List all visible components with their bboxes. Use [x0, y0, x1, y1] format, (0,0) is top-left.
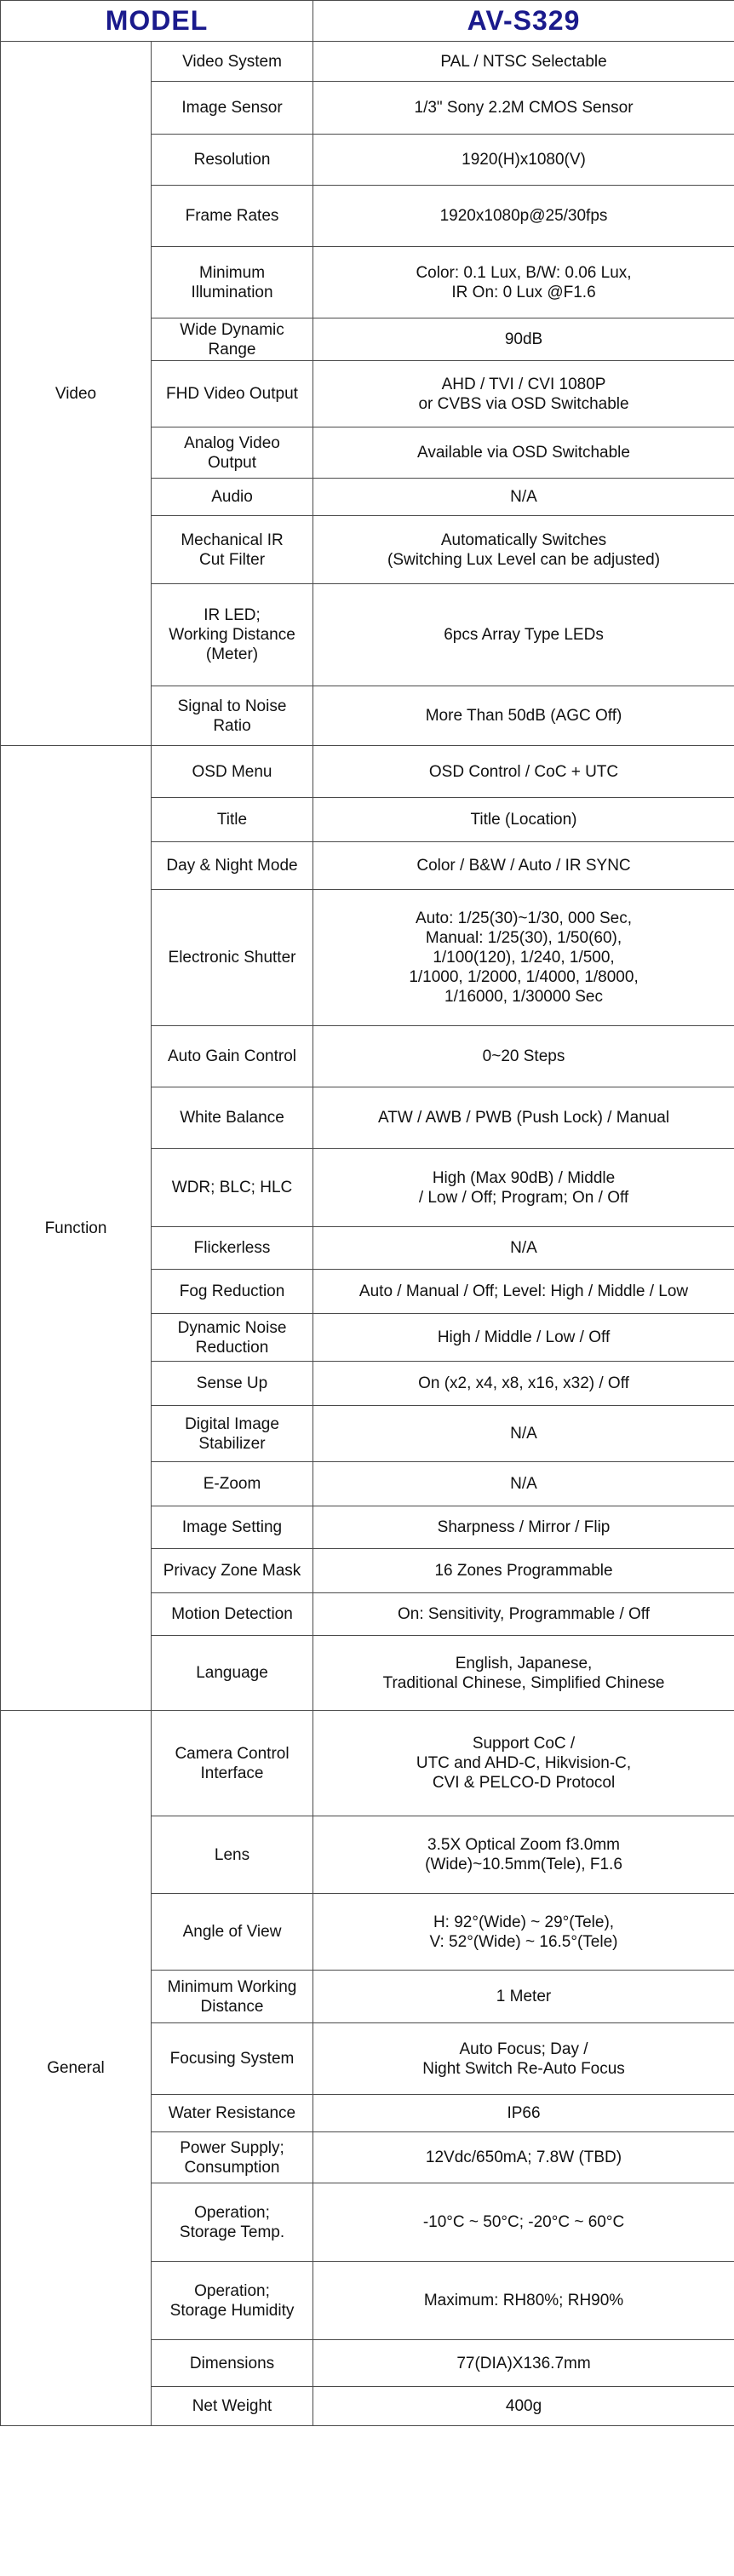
spec-label: Minimum Working Distance: [152, 1971, 313, 2023]
spec-value: On (x2, x4, x8, x16, x32) / Off: [313, 1362, 734, 1406]
spec-value: Auto Focus; Day / Night Switch Re-Auto Focus: [313, 2023, 734, 2095]
spec-row: [1, 1711, 734, 1816]
spec-label: Lens: [152, 1816, 313, 1894]
spec-value: Color: 0.1 Lux, B/W: 0.06 Lux, IR On: 0 Lux @F1.6: [313, 247, 734, 318]
spec-value: N/A: [313, 1406, 734, 1462]
spec-value: On: Sensitivity, Programmable / Off: [313, 1593, 734, 1636]
spec-label: IR LED; Working Distance (Meter): [152, 584, 313, 686]
spec-label: Resolution: [152, 135, 313, 186]
spec-value: More Than 50dB (AGC Off): [313, 686, 734, 746]
spec-label: Camera Control Interface: [152, 1711, 313, 1816]
spec-value: OSD Control / CoC + UTC: [313, 746, 734, 798]
spec-label: FHD Video Output: [152, 361, 313, 427]
spec-value: N/A: [313, 479, 734, 516]
spec-label: Day & Night Mode: [152, 842, 313, 890]
spec-label: Power Supply; Consumption: [152, 2132, 313, 2183]
spec-value: H: 92°(Wide) ~ 29°(Tele), V: 52°(Wide) ~ 16.5°(Tele): [313, 1894, 734, 1971]
spec-label: Signal to Noise Ratio: [152, 686, 313, 746]
spec-value: Support CoC / UTC and AHD-C, Hikvision-C, CVI & PELCO-D Protocol: [313, 1711, 734, 1816]
spec-label: Focusing System: [152, 2023, 313, 2095]
spec-value: English, Japanese, Traditional Chinese, Simplified Chinese: [313, 1636, 734, 1711]
spec-value: Auto / Manual / Off; Level: High / Middle / Low: [313, 1270, 734, 1314]
spec-label: Motion Detection: [152, 1593, 313, 1636]
spec-label: Angle of View: [152, 1894, 313, 1971]
header-row: [1, 1, 734, 42]
spec-value: 400g: [313, 2387, 734, 2426]
spec-value: Title (Location): [313, 798, 734, 842]
spec-value: Sharpness / Mirror / Flip: [313, 1506, 734, 1549]
spec-label: WDR; BLC; HLC: [152, 1149, 313, 1227]
spec-row: [1, 746, 734, 798]
spec-label: Image Setting: [152, 1506, 313, 1549]
spec-label: Auto Gain Control: [152, 1026, 313, 1087]
spec-label: Video System: [152, 42, 313, 82]
spec-row: [1, 42, 734, 82]
spec-value: -10°C ~ 50°C; -20°C ~ 60°C: [313, 2183, 734, 2262]
spec-value: Color / B&W / Auto / IR SYNC: [313, 842, 734, 890]
spec-value: 1920x1080p@25/30fps: [313, 186, 734, 247]
spec-label: Privacy Zone Mask: [152, 1549, 313, 1593]
spec-label: Digital Image Stabilizer: [152, 1406, 313, 1462]
spec-label: Sense Up: [152, 1362, 313, 1406]
spec-label: Dimensions: [152, 2340, 313, 2387]
spec-value: N/A: [313, 1462, 734, 1506]
spec-label: OSD Menu: [152, 746, 313, 798]
spec-value: Available via OSD Switchable: [313, 427, 734, 479]
spec-value: 1/3" Sony 2.2M CMOS Sensor: [313, 82, 734, 135]
spec-value: 77(DIA)X136.7mm: [313, 2340, 734, 2387]
spec-value: 1920(H)x1080(V): [313, 135, 734, 186]
spec-label: Minimum Illumination: [152, 247, 313, 318]
spec-label: Dynamic Noise Reduction: [152, 1314, 313, 1362]
group-label-function: Function: [1, 746, 152, 1711]
spec-value: 16 Zones Programmable: [313, 1549, 734, 1593]
spec-label: Analog Video Output: [152, 427, 313, 479]
spec-value: 90dB: [313, 318, 734, 361]
group-label-video: Video: [1, 42, 152, 746]
spec-label: White Balance: [152, 1087, 313, 1149]
spec-label: Frame Rates: [152, 186, 313, 247]
spec-label: Audio: [152, 479, 313, 516]
spec-value: N/A: [313, 1227, 734, 1270]
spec-value: AHD / TVI / CVI 1080P or CVBS via OSD Switchable: [313, 361, 734, 427]
group-label-general: General: [1, 1711, 152, 2426]
spec-label: Title: [152, 798, 313, 842]
spec-label: Net Weight: [152, 2387, 313, 2426]
spec-body: [1, 42, 734, 2426]
spec-label: Wide Dynamic Range: [152, 318, 313, 361]
spec-label: Image Sensor: [152, 82, 313, 135]
spec-label: Electronic Shutter: [152, 890, 313, 1026]
spec-label: Language: [152, 1636, 313, 1711]
spec-label: Mechanical IR Cut Filter: [152, 516, 313, 584]
spec-value: Auto: 1/25(30)~1/30, 000 Sec, Manual: 1/25(30), 1/50(60), 1/100(120), 1/240, 1/500, 1/1000, 1/2000, 1/4000, 1/8000, 1/16000, 1/30000 Sec: [313, 890, 734, 1026]
spec-value: Automatically Switches (Switching Lux Level can be adjusted): [313, 516, 734, 584]
spec-label: E-Zoom: [152, 1462, 313, 1506]
spec-label: Operation; Storage Humidity: [152, 2262, 313, 2340]
spec-value: 3.5X Optical Zoom f3.0mm (Wide)~10.5mm(Tele), F1.6: [313, 1816, 734, 1894]
spec-label: Operation; Storage Temp.: [152, 2183, 313, 2262]
spec-value: Maximum: RH80%; RH90%: [313, 2262, 734, 2340]
spec-label: Flickerless: [152, 1227, 313, 1270]
spec-value: 0~20 Steps: [313, 1026, 734, 1087]
spec-label: Water Resistance: [152, 2095, 313, 2132]
spec-value: 12Vdc/650mA; 7.8W (TBD): [313, 2132, 734, 2183]
spec-value: IP66: [313, 2095, 734, 2132]
spec-value: 1 Meter: [313, 1971, 734, 2023]
spec-value: 6pcs Array Type LEDs: [313, 584, 734, 686]
spec-value: PAL / NTSC Selectable: [313, 42, 734, 82]
spec-label: Fog Reduction: [152, 1270, 313, 1314]
model-value: AV-S329: [313, 1, 734, 42]
spec-value: ATW / AWB / PWB (Push Lock) / Manual: [313, 1087, 734, 1149]
spec-value: High / Middle / Low / Off: [313, 1314, 734, 1362]
model-label: MODEL: [1, 1, 313, 42]
spec-value: High (Max 90dB) / Middle / Low / Off; Program; On / Off: [313, 1149, 734, 1227]
